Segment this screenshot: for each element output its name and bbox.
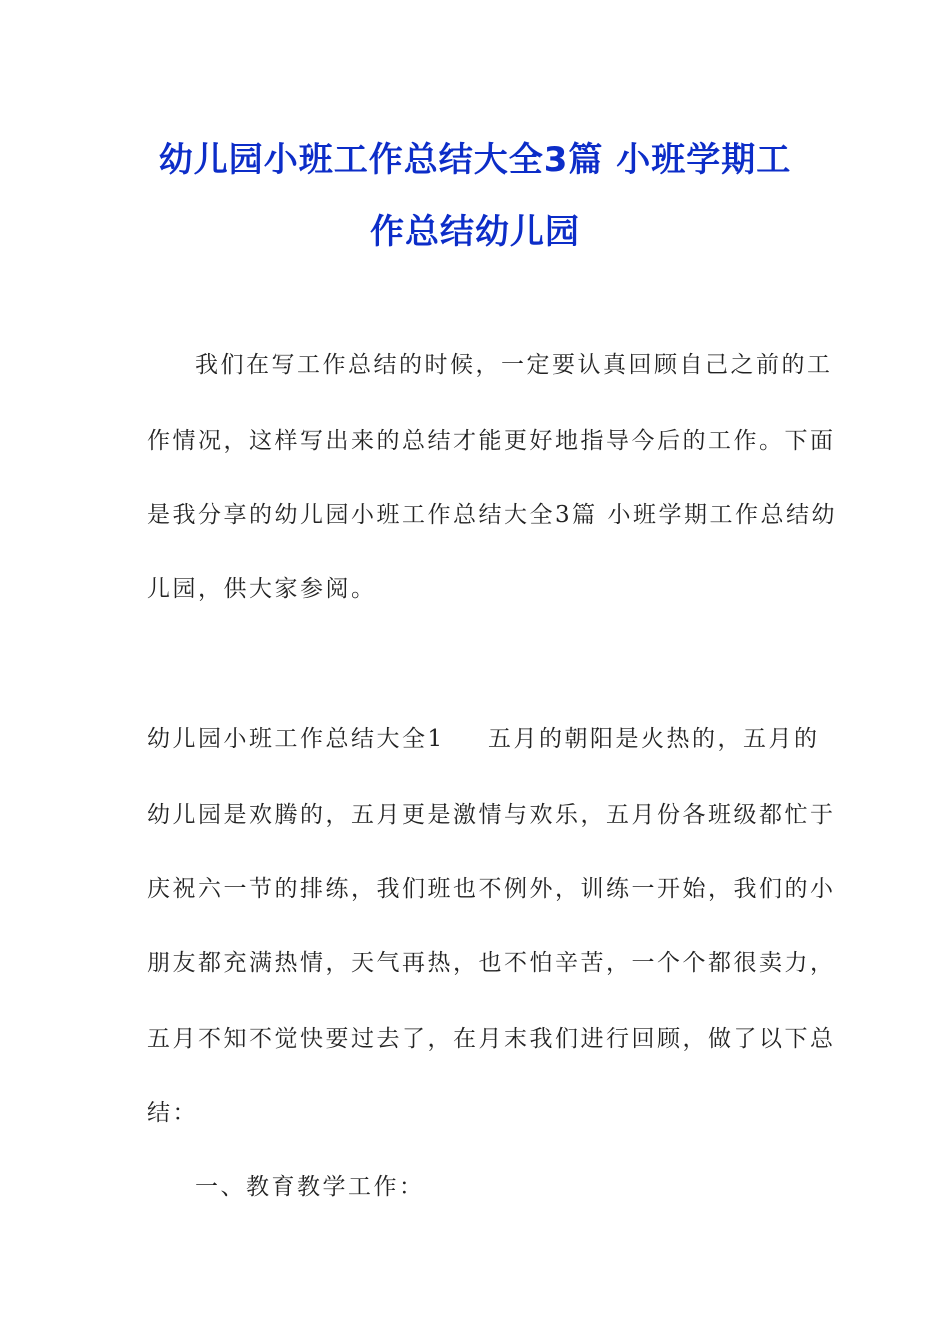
section-1-line-1: 五月的朝阳是火热的，五月的: [488, 726, 820, 752]
subheading-education: 一、教育教学工作：: [195, 1174, 425, 1200]
intro-paragraph-line-1: 我们在写工作总结的时候，一定要认真回顾自己之前的工: [195, 352, 833, 378]
document-title-line-2: 作总结幼儿园: [370, 212, 580, 252]
section-1-line-3: 庆祝六一节的排练，我们班也不例外，训练一开始，我们的小: [147, 876, 836, 902]
section-1-line-6: 结：: [147, 1100, 198, 1126]
intro-paragraph-line-3: 是我分享的幼儿园小班工作总结大全3篇 小班学期工作总结幼: [147, 502, 837, 528]
section-1-line-2: 幼儿园是欢腾的，五月更是激情与欢乐，五月份各班级都忙于: [147, 802, 836, 828]
intro-paragraph-line-4: 儿园，供大家参阅。: [147, 576, 377, 602]
document-title-line-1: 幼儿园小班工作总结大全3篇 小班学期工: [158, 140, 792, 180]
section-1-line-5: 五月不知不觉快要过去了，在月末我们进行回顾，做了以下总: [147, 1026, 836, 1052]
intro-paragraph-line-2: 作情况，这样写出来的总结才能更好地指导今后的工作。下面: [147, 428, 836, 454]
section-1-line-4: 朋友都充满热情，天气再热，也不怕辛苦，一个个都很卖力，: [147, 950, 836, 976]
section-1-heading: 幼儿园小班工作总结大全1: [147, 726, 445, 752]
